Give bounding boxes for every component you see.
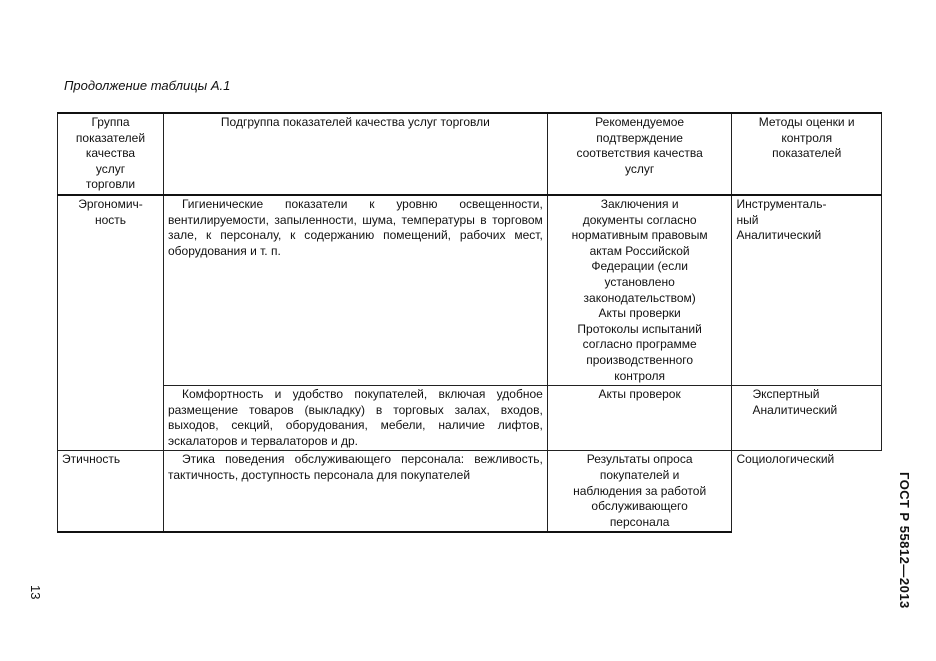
cell-confirmation: Результаты опроса покупателей и наблюдения за работой обслуживающего персонала bbox=[547, 451, 732, 532]
cell-methods: Социологический bbox=[732, 451, 882, 532]
cell-subgroup: Гигиенические показатели к уровню освещенности, вентилируемости, запыленности, шума, температуры в торговом зале, к персоналу, к содержанию помещений, рабочих мест, оборудования и т. п. bbox=[163, 195, 547, 386]
header-group: Группа показателей качества услуг торговли bbox=[58, 113, 164, 195]
cell-methods: Экспертный Аналитический bbox=[732, 386, 882, 451]
quality-indicators-table bbox=[57, 112, 882, 533]
header-confirmation: Рекомендуемое подтверждение соответствия качества услуг bbox=[547, 113, 732, 195]
table-row bbox=[58, 195, 882, 386]
cell-confirmation: Акты проверок bbox=[547, 386, 732, 451]
cell-group: Этичность bbox=[58, 451, 164, 532]
table-caption: Продолжение таблицы А.1 bbox=[64, 78, 231, 93]
cell-group: Эргономич- ность bbox=[58, 195, 164, 451]
page-number: 13 bbox=[28, 585, 43, 600]
header-subgroup: Подгруппа показателей качества услуг торговли bbox=[163, 113, 547, 195]
table-header-row bbox=[58, 113, 882, 195]
cell-methods: Инструменталь- ный Аналитический bbox=[732, 195, 882, 386]
table-row bbox=[58, 386, 882, 451]
cell-subgroup: Этика поведения обслуживающего персонала: вежливость, тактичность, доступность персонала для покупателей bbox=[163, 451, 547, 532]
cell-confirmation: Заключения и документы согласно нормативным правовым актам Российской Федерации (если установлено законодательством) Акты проверки Протоколы испытаний согласно программе производственного контроля bbox=[547, 195, 732, 386]
header-methods: Методы оценки и контроля показателей bbox=[732, 113, 882, 195]
table-row bbox=[58, 451, 882, 532]
standard-designation: ГОСТ Р 55812—2013 bbox=[897, 472, 912, 609]
cell-subgroup: Комфортность и удобство покупателей, включая удобное размещение товаров (выкладку) в торговых залах, входов, выходов, секций, оборудования, мебели, наличие лифтов, эскалаторов и тервалаторов и др. bbox=[163, 386, 547, 451]
